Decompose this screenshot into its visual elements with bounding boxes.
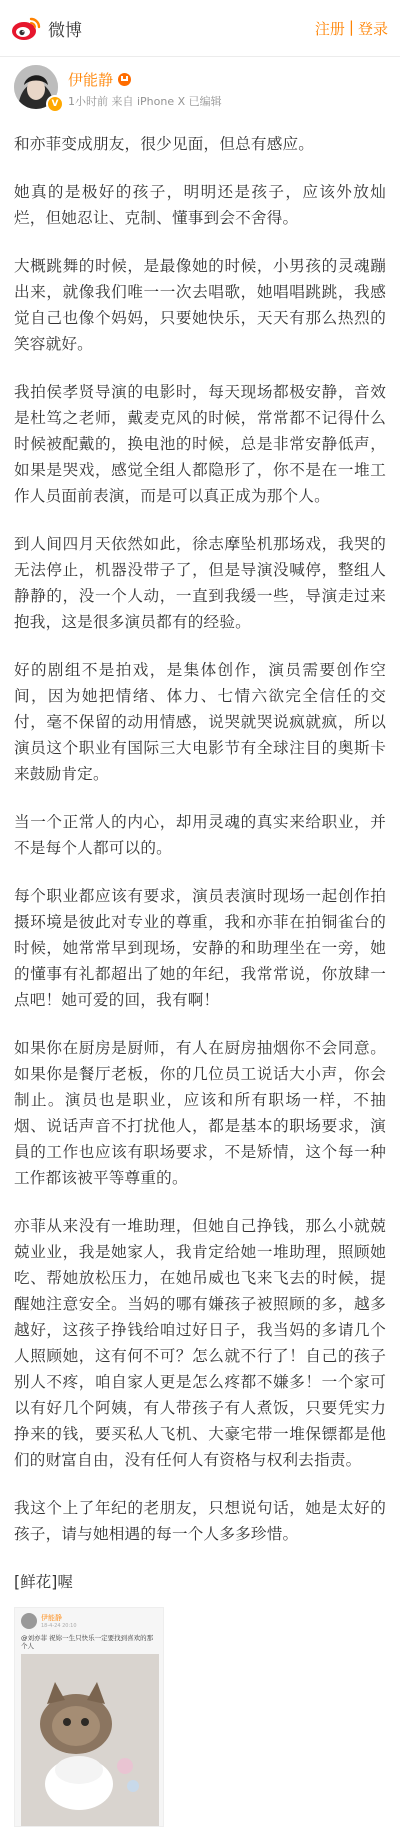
- member-crown-icon: [118, 73, 131, 86]
- verified-badge-icon: V: [46, 95, 64, 113]
- register-link[interactable]: 注册: [314, 20, 345, 38]
- login-link[interactable]: 登录: [357, 20, 388, 38]
- embedded-post-image[interactable]: [14, 1607, 164, 1827]
- post-meta: 1小时前 来自 iPhone X 已编辑: [68, 95, 222, 108]
- author-name-text: 伊能静: [68, 71, 114, 89]
- auth-links: [315, 18, 388, 39]
- cat-photo-icon: [21, 1654, 159, 1827]
- post-paragraph: 我这个上了年纪的老朋友，只想说句话，她是太好的孩子，请与她相遇的每一个人多多珍惜。: [14, 1499, 386, 1543]
- embed-time: 18-4-24 20:10: [41, 1623, 77, 1629]
- post-author-header: [0, 57, 400, 127]
- embed-photo: [21, 1654, 159, 1827]
- post-paragraph: 好的剧组不是拍戏，是集体创作，演员需要创作空间，因为她把情绪、体力、七情六欲完全信任的交付，毫不保留的动用情感，说哭就哭说疯就疯，所以演员这个职业有国际三大电影节有全球注目的奥斯卡来鼓励肯定。: [14, 661, 386, 783]
- embed-avatar: [21, 1613, 37, 1629]
- embed-author: 伊能静: [41, 1614, 62, 1622]
- post-paragraph: 大概跳舞的时候，是最像她的时候，小男孩的灵魂蹦出来，就像我们唯一一次去唱歌，她唱唱跳跳，我感觉自己也像个妈妈，只要她快乐，天天有那么热烈的笑容就好。: [14, 257, 386, 353]
- post-paragraph: 她真的是极好的孩子，明明还是孩子，应该外放灿烂，但她忍让、克制、懂事到会不舍得。: [14, 183, 386, 227]
- weibo-logo-icon: [10, 12, 42, 44]
- post-paragraph: 每个职业都应该有要求，演员表演时现场一起创作拍摄环境是彼此对专业的尊重，我和亦菲在拍铜雀台的时候，她常常早到现场，安静的和助理坐在一旁，她的懂事有礼都超出了她的年纪，我常常说，你放肆一点吧！她可爱的回，我有啊！: [14, 887, 386, 1009]
- post-content: [0, 131, 400, 1595]
- auth-separator: |: [348, 18, 354, 36]
- logo-text: 微博: [48, 20, 82, 41]
- post-paragraph: 到人间四月天依然如此，徐志摩坠机那场戏，我哭的无法停止，机器没带子了，但是导演没喊停，整组人静静的，没一个人动，一直到我缓一些，导演走过来抱我，这是很多演员都有的经验。: [14, 535, 386, 631]
- author-name[interactable]: [68, 69, 131, 90]
- weibo-logo[interactable]: [10, 12, 82, 44]
- top-navigation-bar: [0, 0, 400, 57]
- post-paragraph: 当一个正常人的内心，却用灵魂的真实来给职业，并不是每个人都可以的。: [14, 813, 386, 857]
- post-paragraph: 亦菲从来没有一堆助理，但她自己挣钱，那么小就兢兢业业，我是她家人，我肯定给她一堆助理，照顾她吃、帮她放松压力，在她吊威也飞来飞去的时候，提醒她注意安全。当妈的哪有嫌孩子被照顾的多，越多越好，这孩子挣钱给咱过好日子，我当妈的多请几个人照顾她，这有何不可？怎么就不行了！自己的孩子别人不疼，咱自家人更是怎么疼都不嫌多！一个家可以有好几个阿姨，有人带孩子有人煮饭，只要凭实力挣来的钱，要买私人飞机、大豪宅带一堆保镖都是他们的财富自由，没有任何人有资格与权利去指责。: [14, 1217, 386, 1469]
- post-closing-line: [鲜花]喔: [14, 1573, 73, 1591]
- post-paragraph: 和亦菲变成朋友，很少见面，但总有感应。: [14, 135, 315, 153]
- post-paragraph: 如果你在厨房是厨师，有人在厨房抽烟你不会同意。如果你是餐厅老板，你的几位员工说话大小声，你会制止。演员也是职业，应该和所有职场一样，不抽烟、说话声音不打扰他人，都是基本的职场要求，演員的工作也应该有职场要求，不是矫情，这个每一种工作都该被平等尊重的。: [14, 1039, 386, 1187]
- post-paragraph: 我拍侯孝贤导演的电影时，每天现场都极安静，音效是杜笃之老师，戴麦克风的时候，常常都不记得什么时候被配戴的，换电池的时候，总是非常安静低声，如果是哭戏，感觉全组人都隐形了，你不是在一堆工作人员面前表演，而是可以真正成为那个人。: [14, 383, 386, 505]
- embed-text: @刘亦菲 祝妳一生只快乐一定要找到喜欢的那个人: [21, 1634, 154, 1650]
